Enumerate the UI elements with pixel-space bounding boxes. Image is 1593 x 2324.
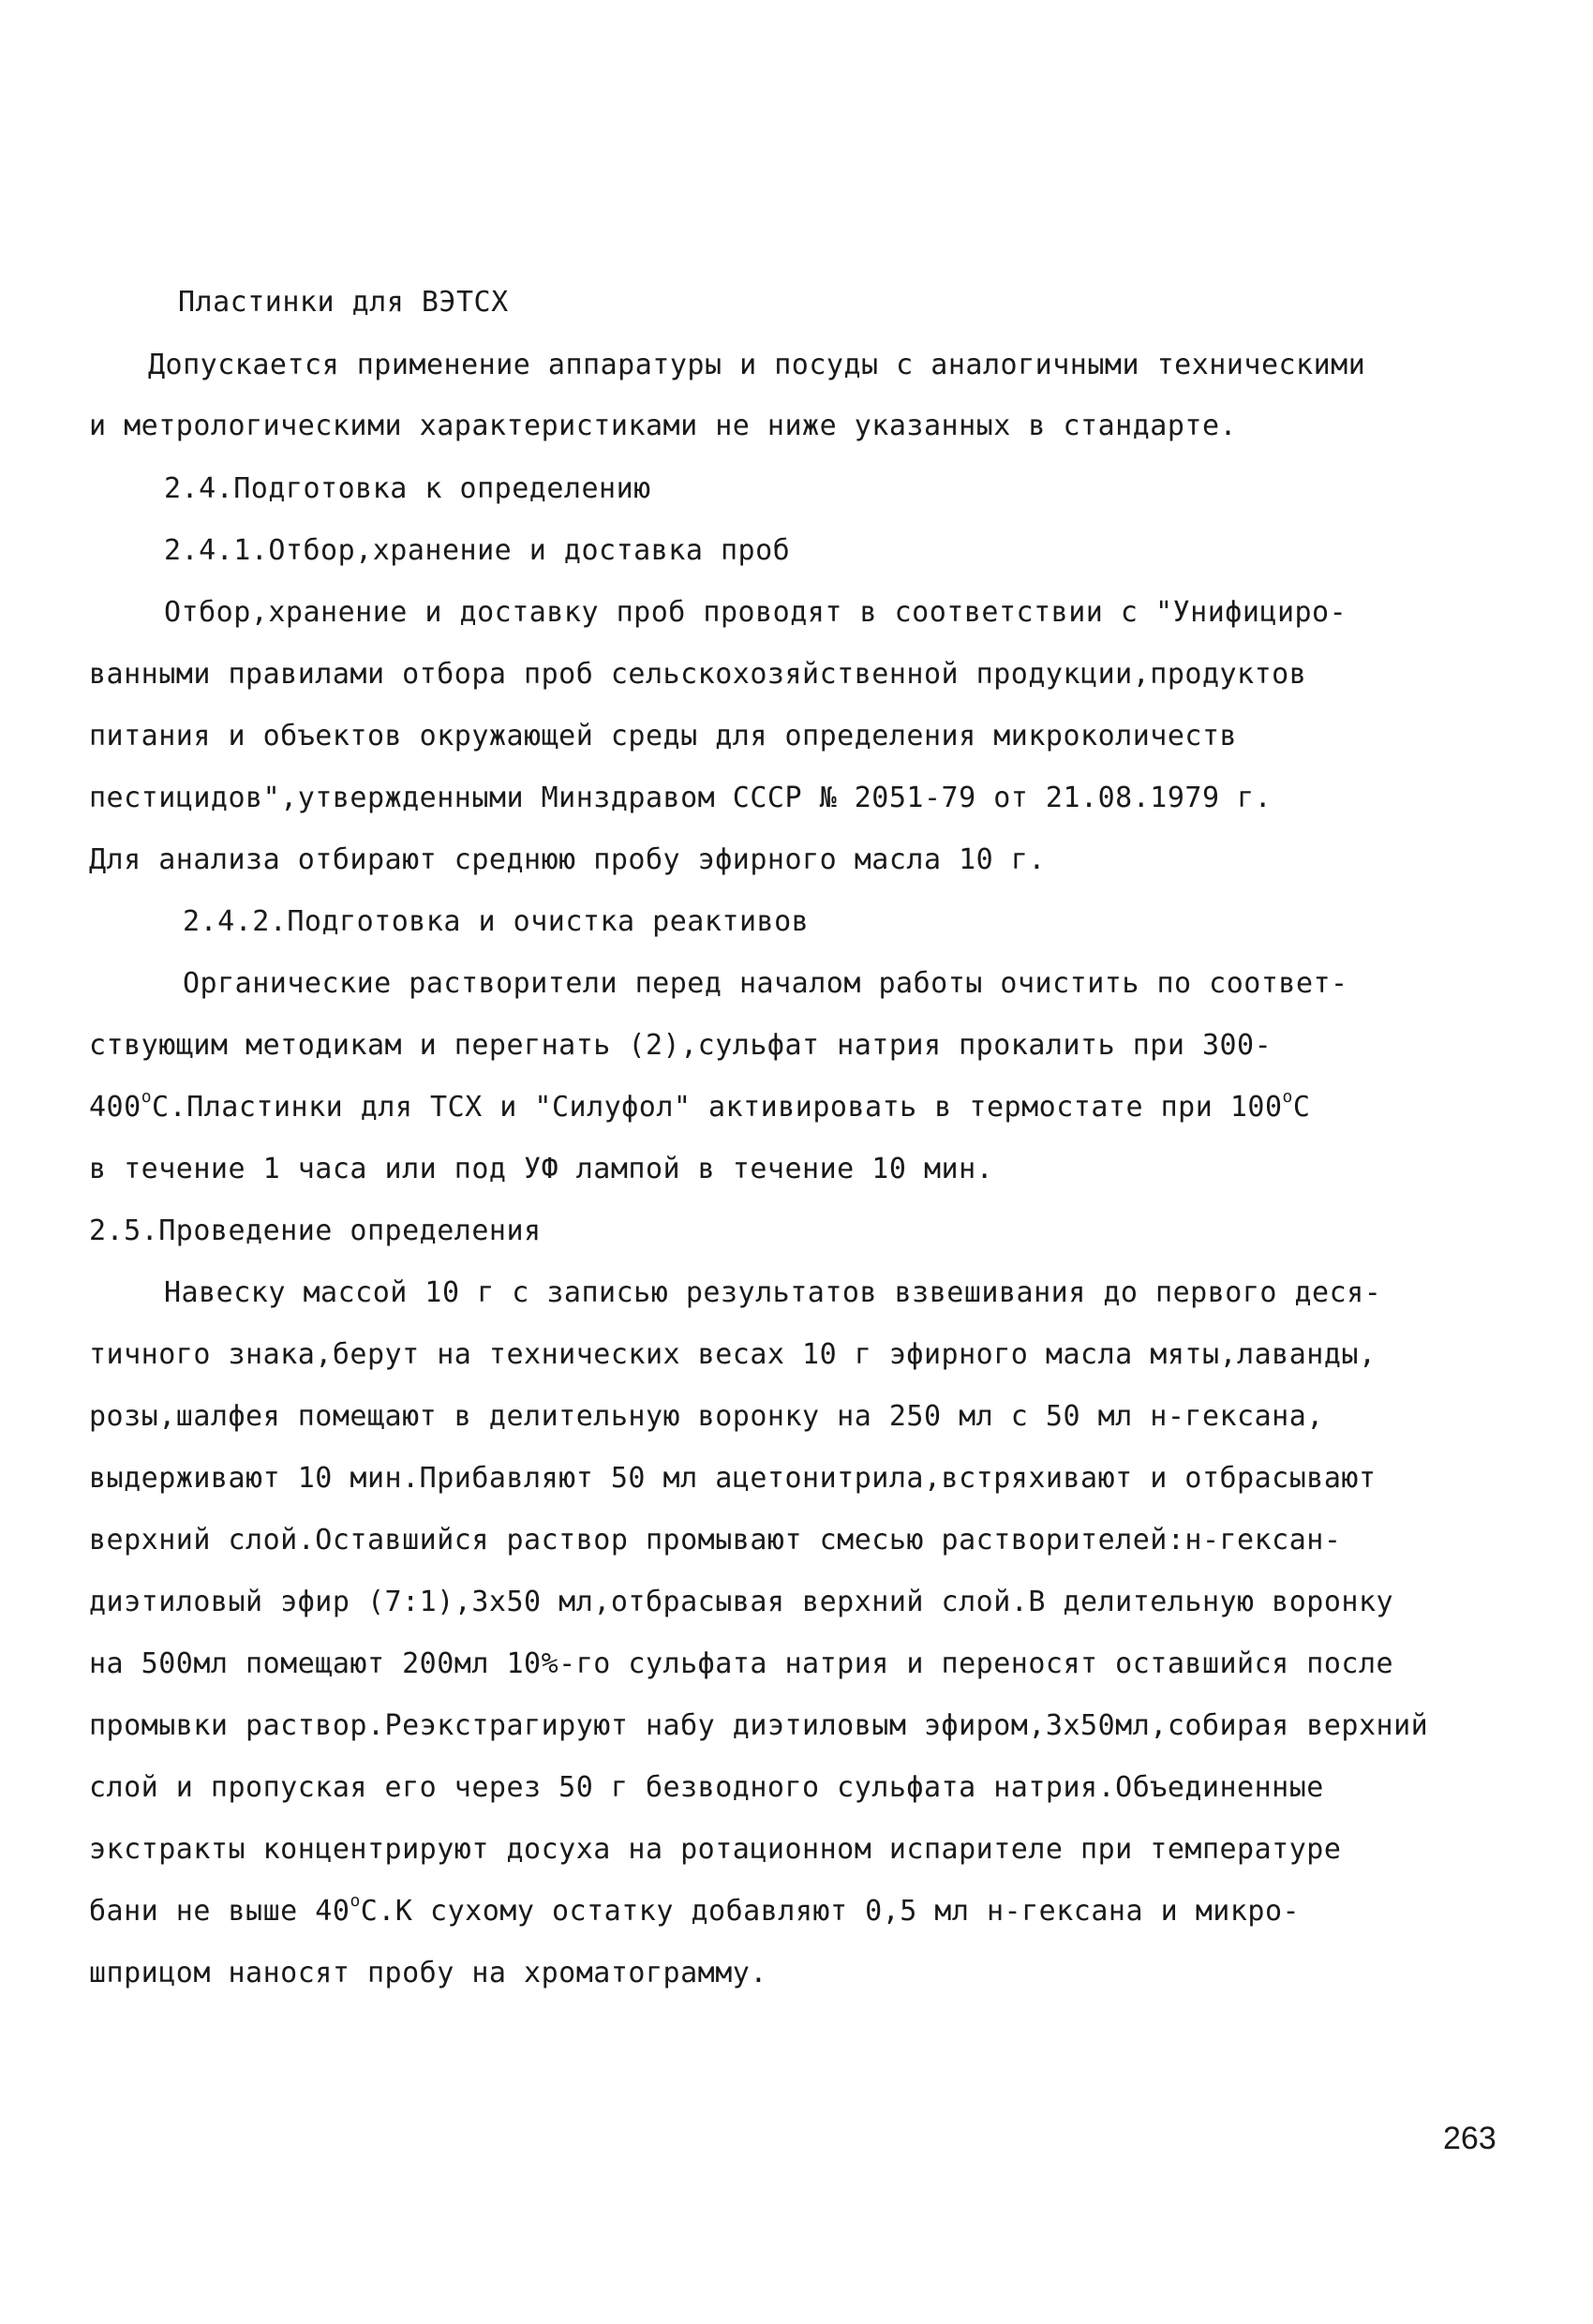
procedure-line-2: тичного знака,берут на технических весах 10 г эфирного масла мяты,лаванды, (89, 1338, 1377, 1371)
section-2-4-2-heading: 2.4.2.Подготовка и очистка реактивов (183, 905, 810, 938)
reagents-line-3-end: С (1292, 1091, 1311, 1124)
sampling-line-4: пестицидов",утвержденными Минздравом СССР № 2051-79 от 21.08.1979 г. (89, 782, 1273, 814)
reagents-line-4: в течение 1 часа или под УФ лампой в течение 10 мин. (89, 1153, 994, 1185)
procedure-line-11-end: С.К сухому остатку добавляют 0,5 мл н-гексана и микро- (360, 1895, 1301, 1928)
procedure-line-12: шприцом наносят пробу на хроматограмму. (89, 1957, 767, 1989)
procedure-line-5: верхний слой.Оставшийся раствор промывают смесью растворителей:н-гексан- (89, 1524, 1342, 1557)
procedure-line-6: диэтиловый эфир (7:1),3х50 мл,отбрасывая верхний слой.В делительную воронку (89, 1586, 1394, 1618)
sampling-line-2: ванными правилами отбора проб сельскохозяйственной продукции,продуктов (89, 658, 1307, 691)
reagents-line-1: Органические растворители перед началом работы очистить по соответ- (183, 967, 1348, 1000)
reagents-line-3-middle: С.Пластинки для ТСХ и "Силуфол" активировать в термостате при 100 (152, 1091, 1283, 1124)
sampling-line-1: Отбор,хранение и доставку проб проводят в соответствии с "Унифициро- (164, 596, 1347, 629)
procedure-line-9: слой и пропуская его через 50 г безводного сульфата натрия.Объединенные (89, 1771, 1324, 1804)
heading-plates: Пластинки для ВЭТСХ (178, 286, 509, 319)
section-2-4-heading: 2.4.Подготовка к определению (164, 472, 651, 505)
reagents-line-3 (89, 1089, 1310, 1126)
degree-sign: о (1282, 1087, 1293, 1107)
procedure-line-8: промывки раствор.Реэкстрагируют набу диэтиловым эфиром,3х50мл,собирая верхний (89, 1709, 1429, 1742)
sampling-line-5: Для анализа отбирают среднюю пробу эфирного масла 10 г. (89, 843, 1046, 876)
reagents-line-2: ствующим методикам и перегнать (2),сульфат натрия прокалить при 300- (89, 1029, 1273, 1062)
procedure-line-1: Навеску массой 10 г с записью результатов взвешивания до первого деся- (164, 1276, 1382, 1309)
degree-sign: о (350, 1891, 361, 1911)
section-2-5-heading: 2.5.Проведение определения (89, 1214, 542, 1247)
reagents-line-3-start: 400 (89, 1091, 141, 1124)
procedure-line-11-start: бани не выше 40 (89, 1895, 350, 1928)
procedure-line-10: экстракты концентрируют досуха на ротационном испарителе при температуре (89, 1833, 1342, 1866)
intro-line-1: Допускается применение аппаратуры и посуды с аналогичными техническими (148, 349, 1366, 381)
procedure-line-7: на 500мл помещают 200мл 10%-го сульфата натрия и переносят оставшийся после (89, 1647, 1394, 1680)
page-number: 263 (1443, 2121, 1496, 2156)
degree-sign: о (141, 1087, 153, 1107)
intro-line-2: и метрологическими характеристиками не ниже указанных в стандарте. (89, 410, 1238, 442)
sampling-line-3: питания и объектов окружающей среды для определения микроколичеств (89, 720, 1238, 752)
procedure-line-4: выдерживают 10 мин.Прибавляют 50 мл ацетонитрила,встряхивают и отбрасывают (89, 1462, 1377, 1495)
section-2-4-1-heading: 2.4.1.Отбор,хранение и доставка проб (164, 534, 791, 567)
procedure-line-11 (89, 1893, 1300, 1930)
procedure-line-3: розы,шалфея помещают в делительную воронку на 250 мл с 50 мл н-гексана, (89, 1400, 1324, 1433)
